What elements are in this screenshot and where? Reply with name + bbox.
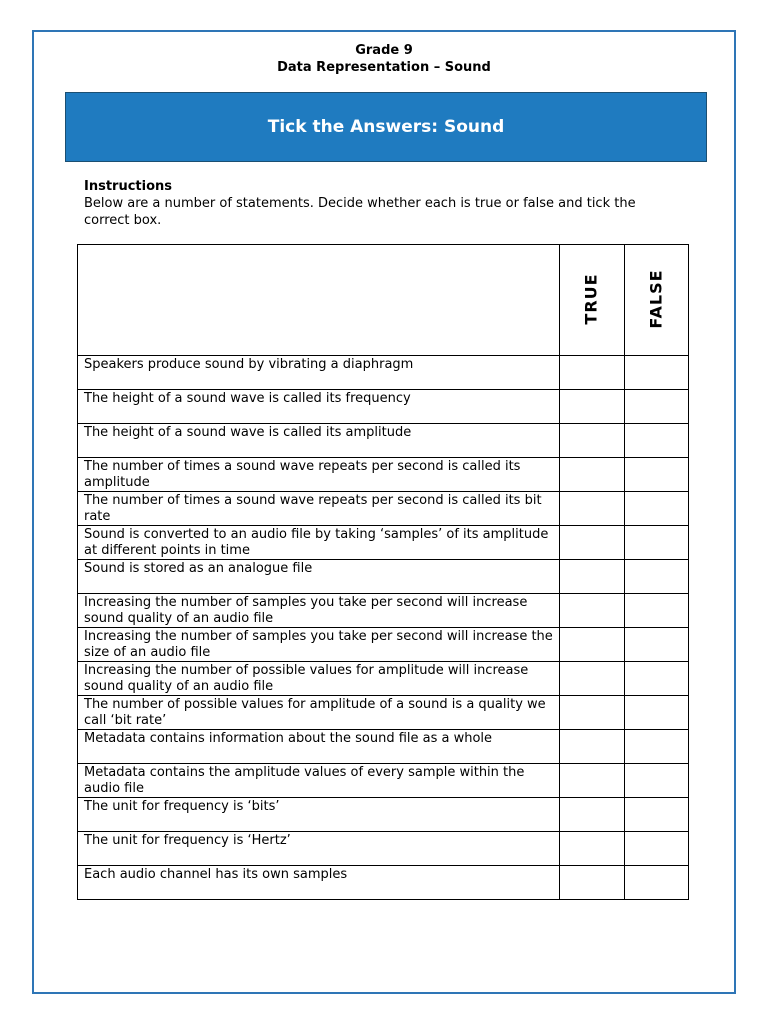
title-banner [65,92,707,162]
statement-text: The height of a sound wave is called its frequency [78,390,560,424]
false-tick-box[interactable] [625,730,689,764]
instructions-title: Instructions [84,179,173,194]
true-tick-box[interactable] [560,560,625,594]
table-row [78,526,689,560]
table-row [78,764,689,798]
false-tick-box[interactable] [625,866,689,900]
instructions-text: Below are a number of statements. Decide whether each is true or false and tick the correct box. [84,196,636,228]
true-tick-box[interactable] [560,764,625,798]
table-row [78,696,689,730]
false-tick-box[interactable] [625,764,689,798]
false-tick-box[interactable] [625,628,689,662]
banner-title: Tick the Answers: Sound [267,117,505,137]
true-false-table [77,244,689,900]
false-tick-box[interactable] [625,696,689,730]
statement-text: The height of a sound wave is called its amplitude [78,424,560,458]
false-tick-box[interactable] [625,526,689,560]
statement-text: Increasing the number of possible values for amplitude will increase sound quality of an audio file [78,662,560,696]
statement-text: Sound is stored as an analogue file [78,560,560,594]
worksheet-header [0,42,768,76]
table-row [78,458,689,492]
false-tick-box[interactable] [625,424,689,458]
table-row [78,356,689,390]
statement-text: The number of times a sound wave repeats per second is called its bit rate [78,492,560,526]
table-row [78,866,689,900]
table-row [78,628,689,662]
false-tick-box[interactable] [625,390,689,424]
statement-header-cell [78,245,560,356]
table-row [78,424,689,458]
statement-text: Increasing the number of samples you take per second will increase sound quality of an audio file [78,594,560,628]
true-tick-box[interactable] [560,356,625,390]
true-tick-box[interactable] [560,424,625,458]
true-tick-box[interactable] [560,458,625,492]
true-tick-box[interactable] [560,594,625,628]
true-tick-box[interactable] [560,730,625,764]
table-row [78,662,689,696]
statement-text: Speakers produce sound by vibrating a diaphragm [78,356,560,390]
statement-text: The unit for frequency is ‘bits’ [78,798,560,832]
table-row [78,390,689,424]
false-tick-box[interactable] [625,798,689,832]
false-tick-box[interactable] [625,594,689,628]
table-row [78,492,689,526]
true-tick-box[interactable] [560,628,625,662]
false-tick-box[interactable] [625,560,689,594]
table-row [78,594,689,628]
true-tick-box[interactable] [560,798,625,832]
statement-text: Increasing the number of samples you take per second will increase the size of an audio file [78,628,560,662]
statement-text: Sound is converted to an audio file by taking ‘samples’ of its amplitude at different points in time [78,526,560,560]
false-tick-box[interactable] [625,492,689,526]
false-tick-box[interactable] [625,662,689,696]
table-row [78,832,689,866]
table-header-row [78,245,689,356]
true-tick-box[interactable] [560,662,625,696]
statement-text: The number of possible values for amplitude of a sound is a quality we call ‘bit rate’ [78,696,560,730]
instructions-block [84,178,684,229]
false-tick-box[interactable] [625,356,689,390]
statement-text: The unit for frequency is ‘Hertz’ [78,832,560,866]
table-row [78,730,689,764]
true-tick-box[interactable] [560,526,625,560]
statement-text: Metadata contains the amplitude values of every sample within the audio file [78,764,560,798]
table-row [78,560,689,594]
false-tick-box[interactable] [625,832,689,866]
false-header-cell [625,245,689,356]
true-header-label: TRUE [582,273,601,325]
statement-text: Metadata contains information about the sound file as a whole [78,730,560,764]
true-tick-box[interactable] [560,492,625,526]
true-tick-box[interactable] [560,866,625,900]
false-tick-box[interactable] [625,458,689,492]
true-tick-box[interactable] [560,696,625,730]
true-header-cell [560,245,625,356]
table-row [78,798,689,832]
true-tick-box[interactable] [560,390,625,424]
statement-text: Each audio channel has its own samples [78,866,560,900]
statement-text: The number of times a sound wave repeats per second is called its amplitude [78,458,560,492]
topic-label: Data Representation – Sound [277,60,491,75]
statement-rows [78,356,689,900]
true-tick-box[interactable] [560,832,625,866]
grade-label: Grade 9 [355,43,413,58]
false-header-label: FALSE [646,269,666,329]
